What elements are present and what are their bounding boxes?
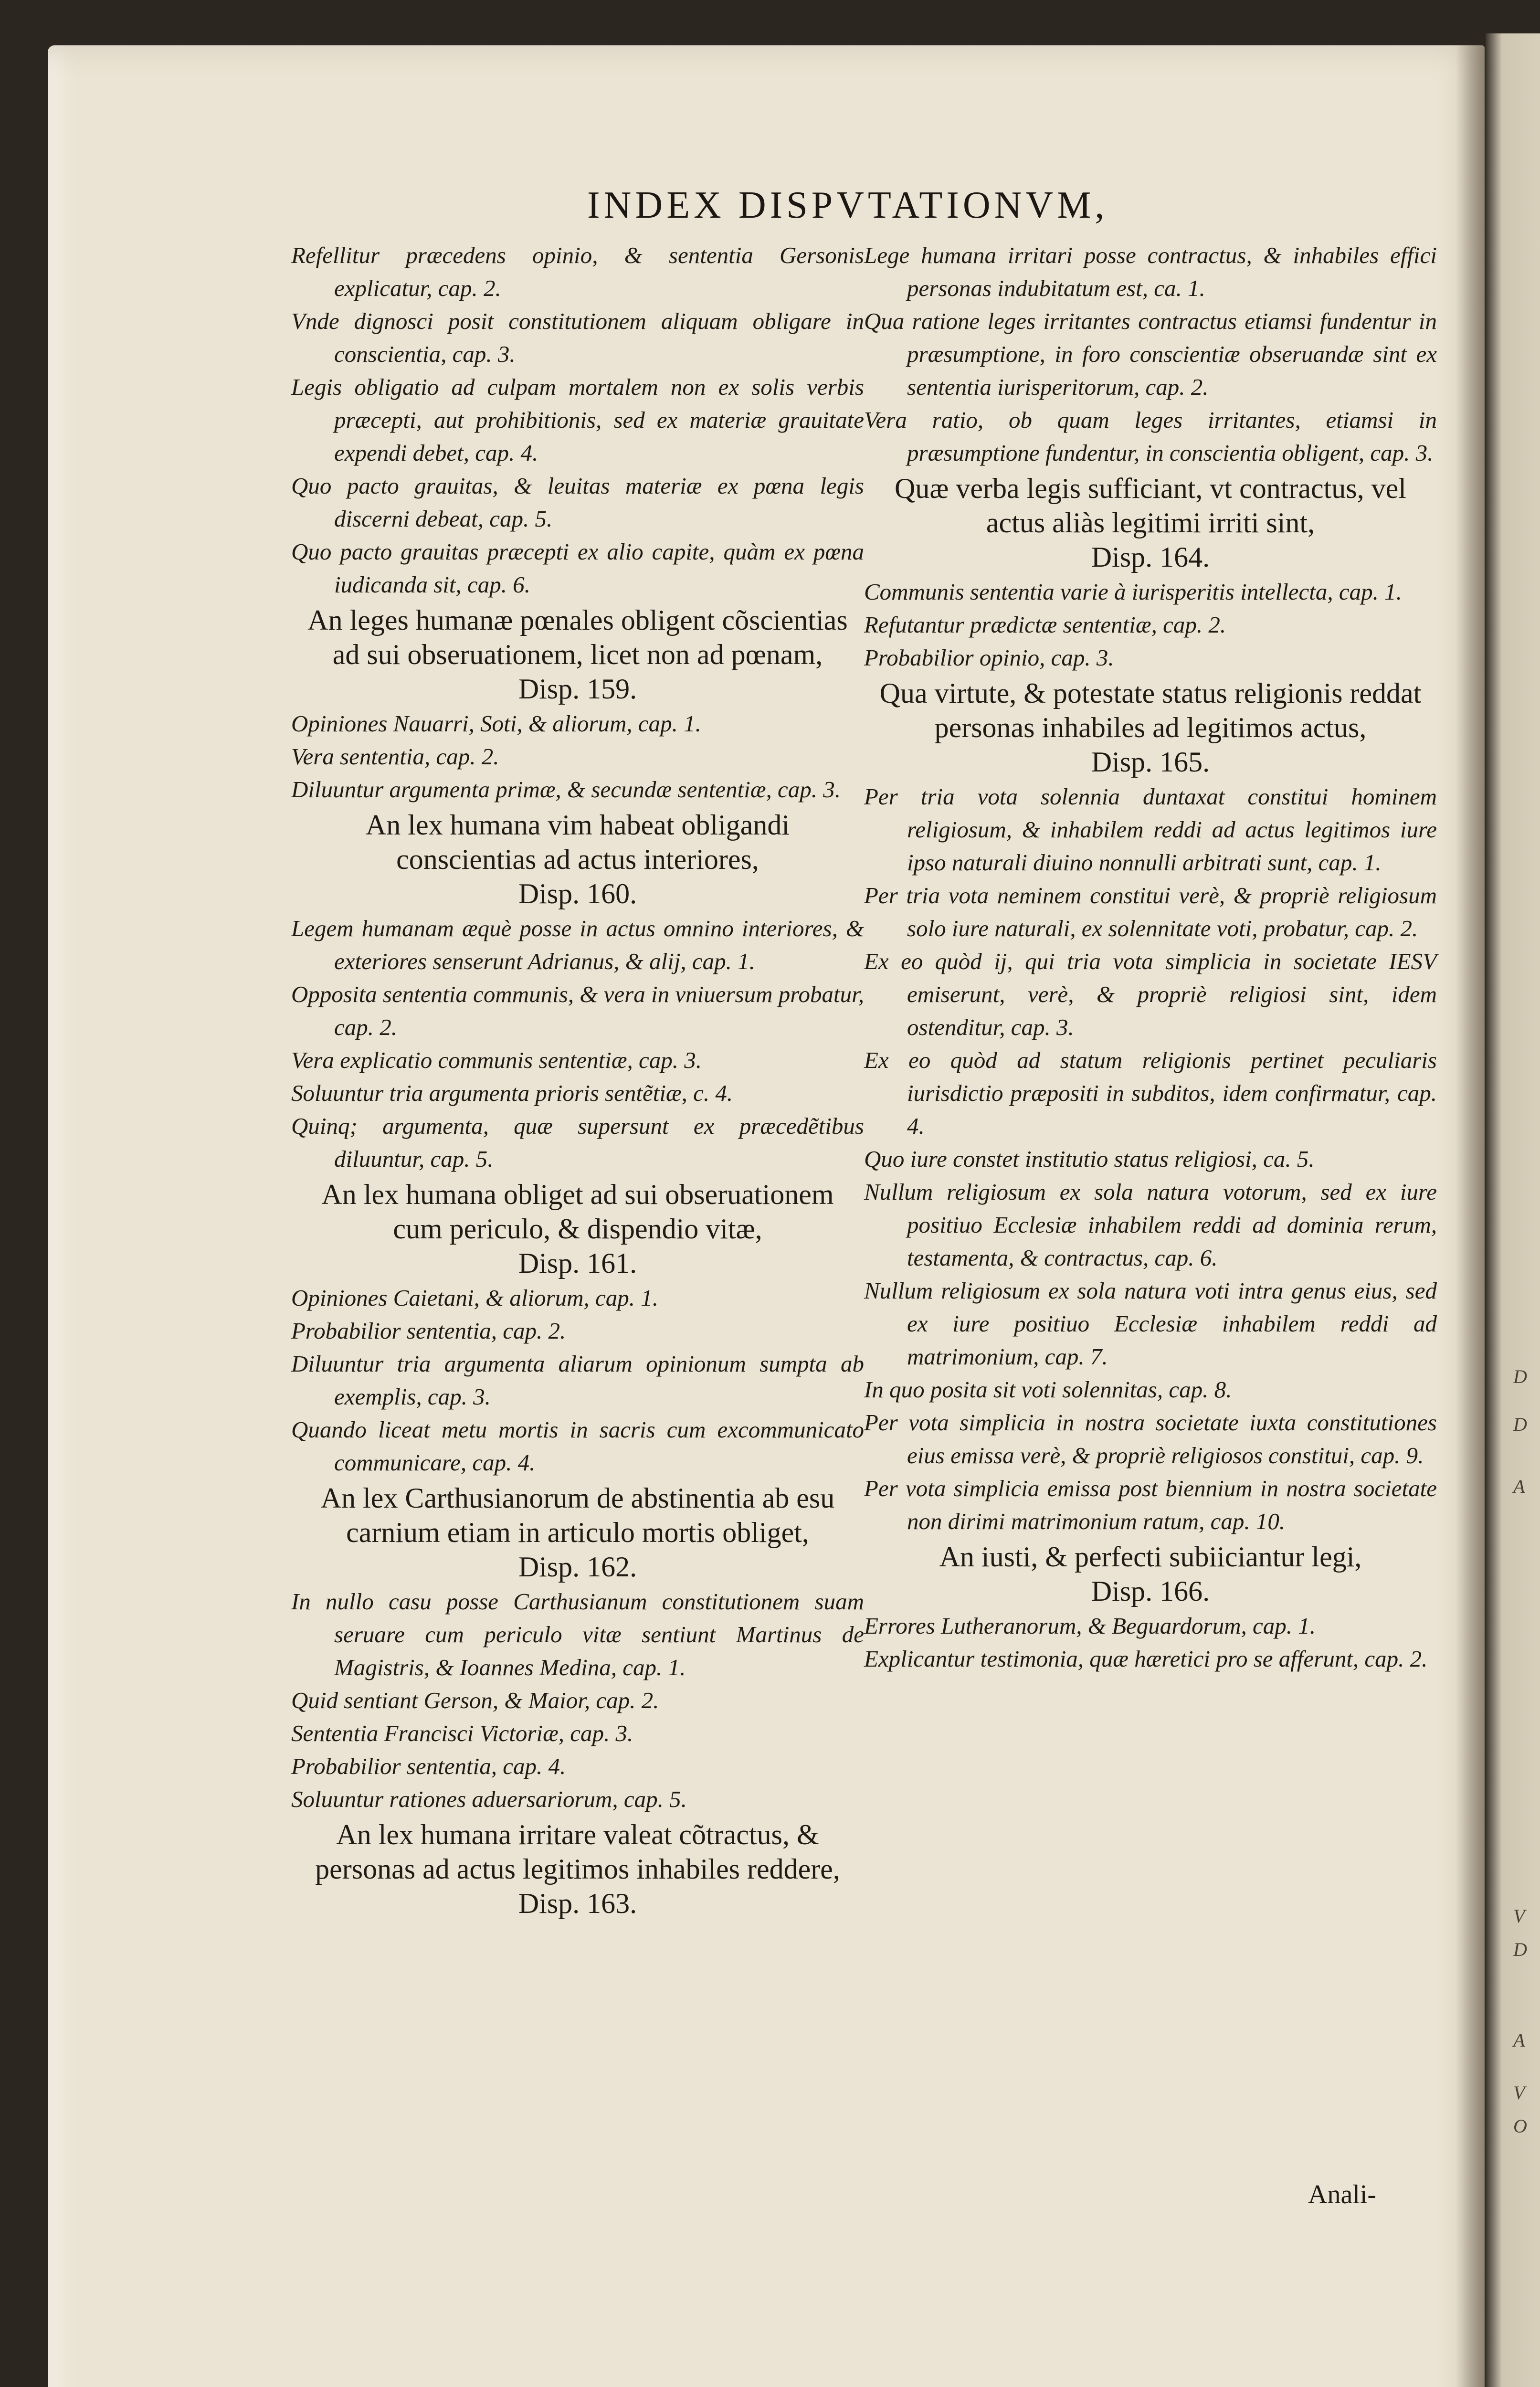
chapter-entry: Lege humana irritari posse contractus, & inhabiles effici personas indubitatum est, ca. 1. [864,242,1437,301]
chapter-entry: Vera sententia, cap. 2. [291,743,499,770]
chapter-entry: Quo iure constet institutio status religiosi, ca. 5. [864,1146,1315,1172]
chapter-entry: Soluuntur rationes aduersariorum, cap. 5. [291,1786,687,1812]
disputation-number: Disp. 159. [518,673,637,705]
chapter-entry: Explicantur testimonia, quæ hæretici pro se afferunt, cap. 2. [864,1646,1428,1672]
page-edge-shadow [1456,45,1485,2387]
disputation-heading [864,471,1437,574]
chapter-entry: Quando liceat metu mortis in sacris cum excommunicato communicare, cap. 4. [291,1416,864,1476]
chapter-entry: Quid sentiant Gerson, & Maior, cap. 2. [291,1687,659,1713]
disputation-number: Disp. 165. [1091,746,1210,778]
disputation-number: Disp. 160. [518,878,637,909]
facing-page-letter: V [1513,1905,1525,1927]
disputation-question: An lex Carthusianorum de abstinentia ab esu carnium etiam in articulo mortis obliget, [320,1482,835,1548]
facing-page-edge [1486,33,1540,2387]
chapter-entry: Quo pacto grauitas præcepti ex alio capite, quàm ex pœna iudicanda sit, cap. 6. [291,539,864,598]
chapter-entry: Sententia Francisci Victoriæ, cap. 3. [291,1720,633,1746]
facing-page-letter: V [1513,2082,1525,2103]
chapter-entry: Per vota simplicia in nostra societate iuxta constitutiones eius emissa verè, & propriè religiosos constitui, cap. 9. [864,1409,1437,1468]
chapter-entry: Communis sententia varie à iurisperitis intellecta, cap. 1. [864,579,1402,605]
chapter-entry: Opiniones Caietani, & aliorum, cap. 1. [291,1285,658,1311]
disputation-heading [291,1177,864,1280]
facing-page-letter: O [1513,2115,1527,2137]
chapter-entry: Per tria vota neminem constitui verè, & propriè religiosum solo iure naturali, ex solennitate voti, probatur, cap. 2. [864,882,1437,941]
chapter-entry: In quo posita sit voti solennitas, cap. 8. [864,1376,1232,1403]
index-column-right [864,239,1437,1675]
index-column-left [291,239,864,1922]
disputation-question: An lex humana vim habeat obligandi conscientias ad actus interiores, [365,809,790,875]
disputation-heading [864,1540,1437,1608]
chapter-entry: Ex eo quòd ij, qui tria vota simplicia in societate IESV emiserunt, verè, & propriè religiosi sint, idem ostenditur, cap. 3. [864,948,1437,1040]
disputation-question: An leges humanæ pœnales obligent cõscientias ad sui obseruationem, licet non ad pœnam, [307,604,848,670]
chapter-entry: Ex eo quòd ad statum religionis pertinet peculiaris iurisdictio præpositi in subditos, idem confirmatur, cap. 4. [864,1047,1437,1139]
disputation-heading [291,1817,864,1921]
catchword: Anali- [1308,2180,1377,2209]
facing-page-letter: D [1513,1366,1527,1387]
chapter-entry: Opiniones Nauarri, Soti, & aliorum, cap. 1. [291,710,701,737]
chapter-entry: Per tria vota solennia duntaxat constitui hominem religiosum, & inhabilem reddi ad actus legitimos iure ipso naturali diuino nonnulli arbitrati sunt, cap. 1. [864,783,1437,876]
chapter-entry: Quo pacto grauitas, & leuitas materiæ ex pœna legis discerni debeat, cap. 5. [291,473,864,532]
chapter-entry: In nullo casu posse Carthusianum constitutionem suam seruare cum periculo vitæ sentiunt Martinus de Magistris, & Ioannes Medina, cap. 1. [291,1588,864,1680]
facing-page-letter: A [1513,1476,1525,1497]
chapter-entry: Probabilior sententia, cap. 2. [291,1318,566,1344]
chapter-entry: Refutantur prædictæ sententiæ, cap. 2. [864,612,1226,638]
chapter-entry: Opposita sententia communis, & vera in vniuersum probatur, cap. 2. [291,981,864,1040]
disputation-question: An lex humana obliget ad sui obseruationem cum periculo, & dispendio vitæ, [321,1179,834,1245]
disputation-heading [291,1481,864,1584]
chapter-entry: Qua ratione leges irritantes contractus etiamsi fundentur in præsumptione, in foro conscientiæ obseruandæ sint ex sententia iurisperitorum, cap. 2. [864,308,1437,400]
chapter-entry: Refellitur præcedens opinio, & sententia Gersonis explicatur, cap. 2. [291,242,864,301]
chapter-entry: Nullum religiosum ex sola natura voti intra genus eius, sed ex iure positiuo Ecclesiæ inhabilem reddi ad matrimonium, cap. 7. [864,1278,1437,1370]
page-title: INDEX DISPVTATIONVM, [587,184,1108,226]
chapter-entry: Legis obligatio ad culpam mortalem non ex solis verbis præcepti, aut prohibitionis, sed ex materiæ grauitate expendi debet, cap. 4. [291,374,864,466]
chapter-entry: Diluuntur argumenta primæ, & secundæ sententiæ, cap. 3. [291,776,841,803]
disputation-number: Disp. 166. [1091,1575,1210,1607]
chapter-entry: Vera ratio, ob quam leges irritantes, etiamsi in præsumptione fundentur, in conscientia obligent, cap. 3. [864,407,1437,466]
chapter-entry: Nullum religiosum ex sola natura votorum, sed ex iure positiuo Ecclesiæ inhabilem reddi ad dominia rerum, testamenta, & contractus, cap. 6. [864,1179,1437,1271]
disputation-number: Disp. 164. [1091,541,1210,573]
disputation-number: Disp. 161. [518,1247,637,1279]
chapter-entry: Vera explicatio communis sententiæ, cap. 3. [291,1047,702,1073]
disputation-heading [291,603,864,706]
disputation-heading [864,676,1437,779]
disputation-number: Disp. 162. [518,1551,637,1583]
chapter-entry: Per vota simplicia emissa post biennium in nostra societate non dirimi matrimonium ratum, cap. 10. [864,1475,1437,1534]
chapter-entry: Quinq; argumenta, quæ supersunt ex præcedẽtibus diluuntur, cap. 5. [291,1113,864,1172]
facing-page-letter: D [1513,1414,1527,1435]
chapter-entry: Errores Lutheranorum, & Beguardorum, cap. 1. [864,1613,1316,1639]
disputation-question: An lex humana irritare valeat cõtractus, & personas ad actus legitimos inhabiles reddere, [315,1819,840,1885]
facing-page-letter: D [1513,1939,1527,1960]
chapter-entry: Vnde dignosci posit constitutionem aliquam obligare in conscientia, cap. 3. [291,308,864,367]
chapter-entry: Soluuntur tria argumenta prioris sentẽtiæ, c. 4. [291,1080,733,1106]
chapter-entry: Probabilior opinio, cap. 3. [864,644,1114,671]
chapter-entry: Diluuntur tria argumenta aliarum opinionum sumpta ab exemplis, cap. 3. [291,1351,864,1410]
disputation-question: Qua virtute, & potestate status religionis reddat personas inhabiles ad legitimos actus, [879,677,1422,743]
disputation-question: An iusti, & perfecti subiiciantur legi, [939,1541,1362,1573]
chapter-entry: Probabilior sententia, cap. 4. [291,1753,566,1779]
disputation-number: Disp. 163. [518,1888,637,1919]
facing-page-letter: A [1513,2029,1525,2051]
disputation-question: Quæ verba legis sufficiant, vt contractus, vel actus aliàs legitimi irriti sint, [895,473,1406,539]
disputation-heading [291,808,864,911]
chapter-entry: Legem humanam æquè posse in actus omnino interiores, & exteriores senserunt Adrianus, & alij, cap. 1. [291,915,864,974]
